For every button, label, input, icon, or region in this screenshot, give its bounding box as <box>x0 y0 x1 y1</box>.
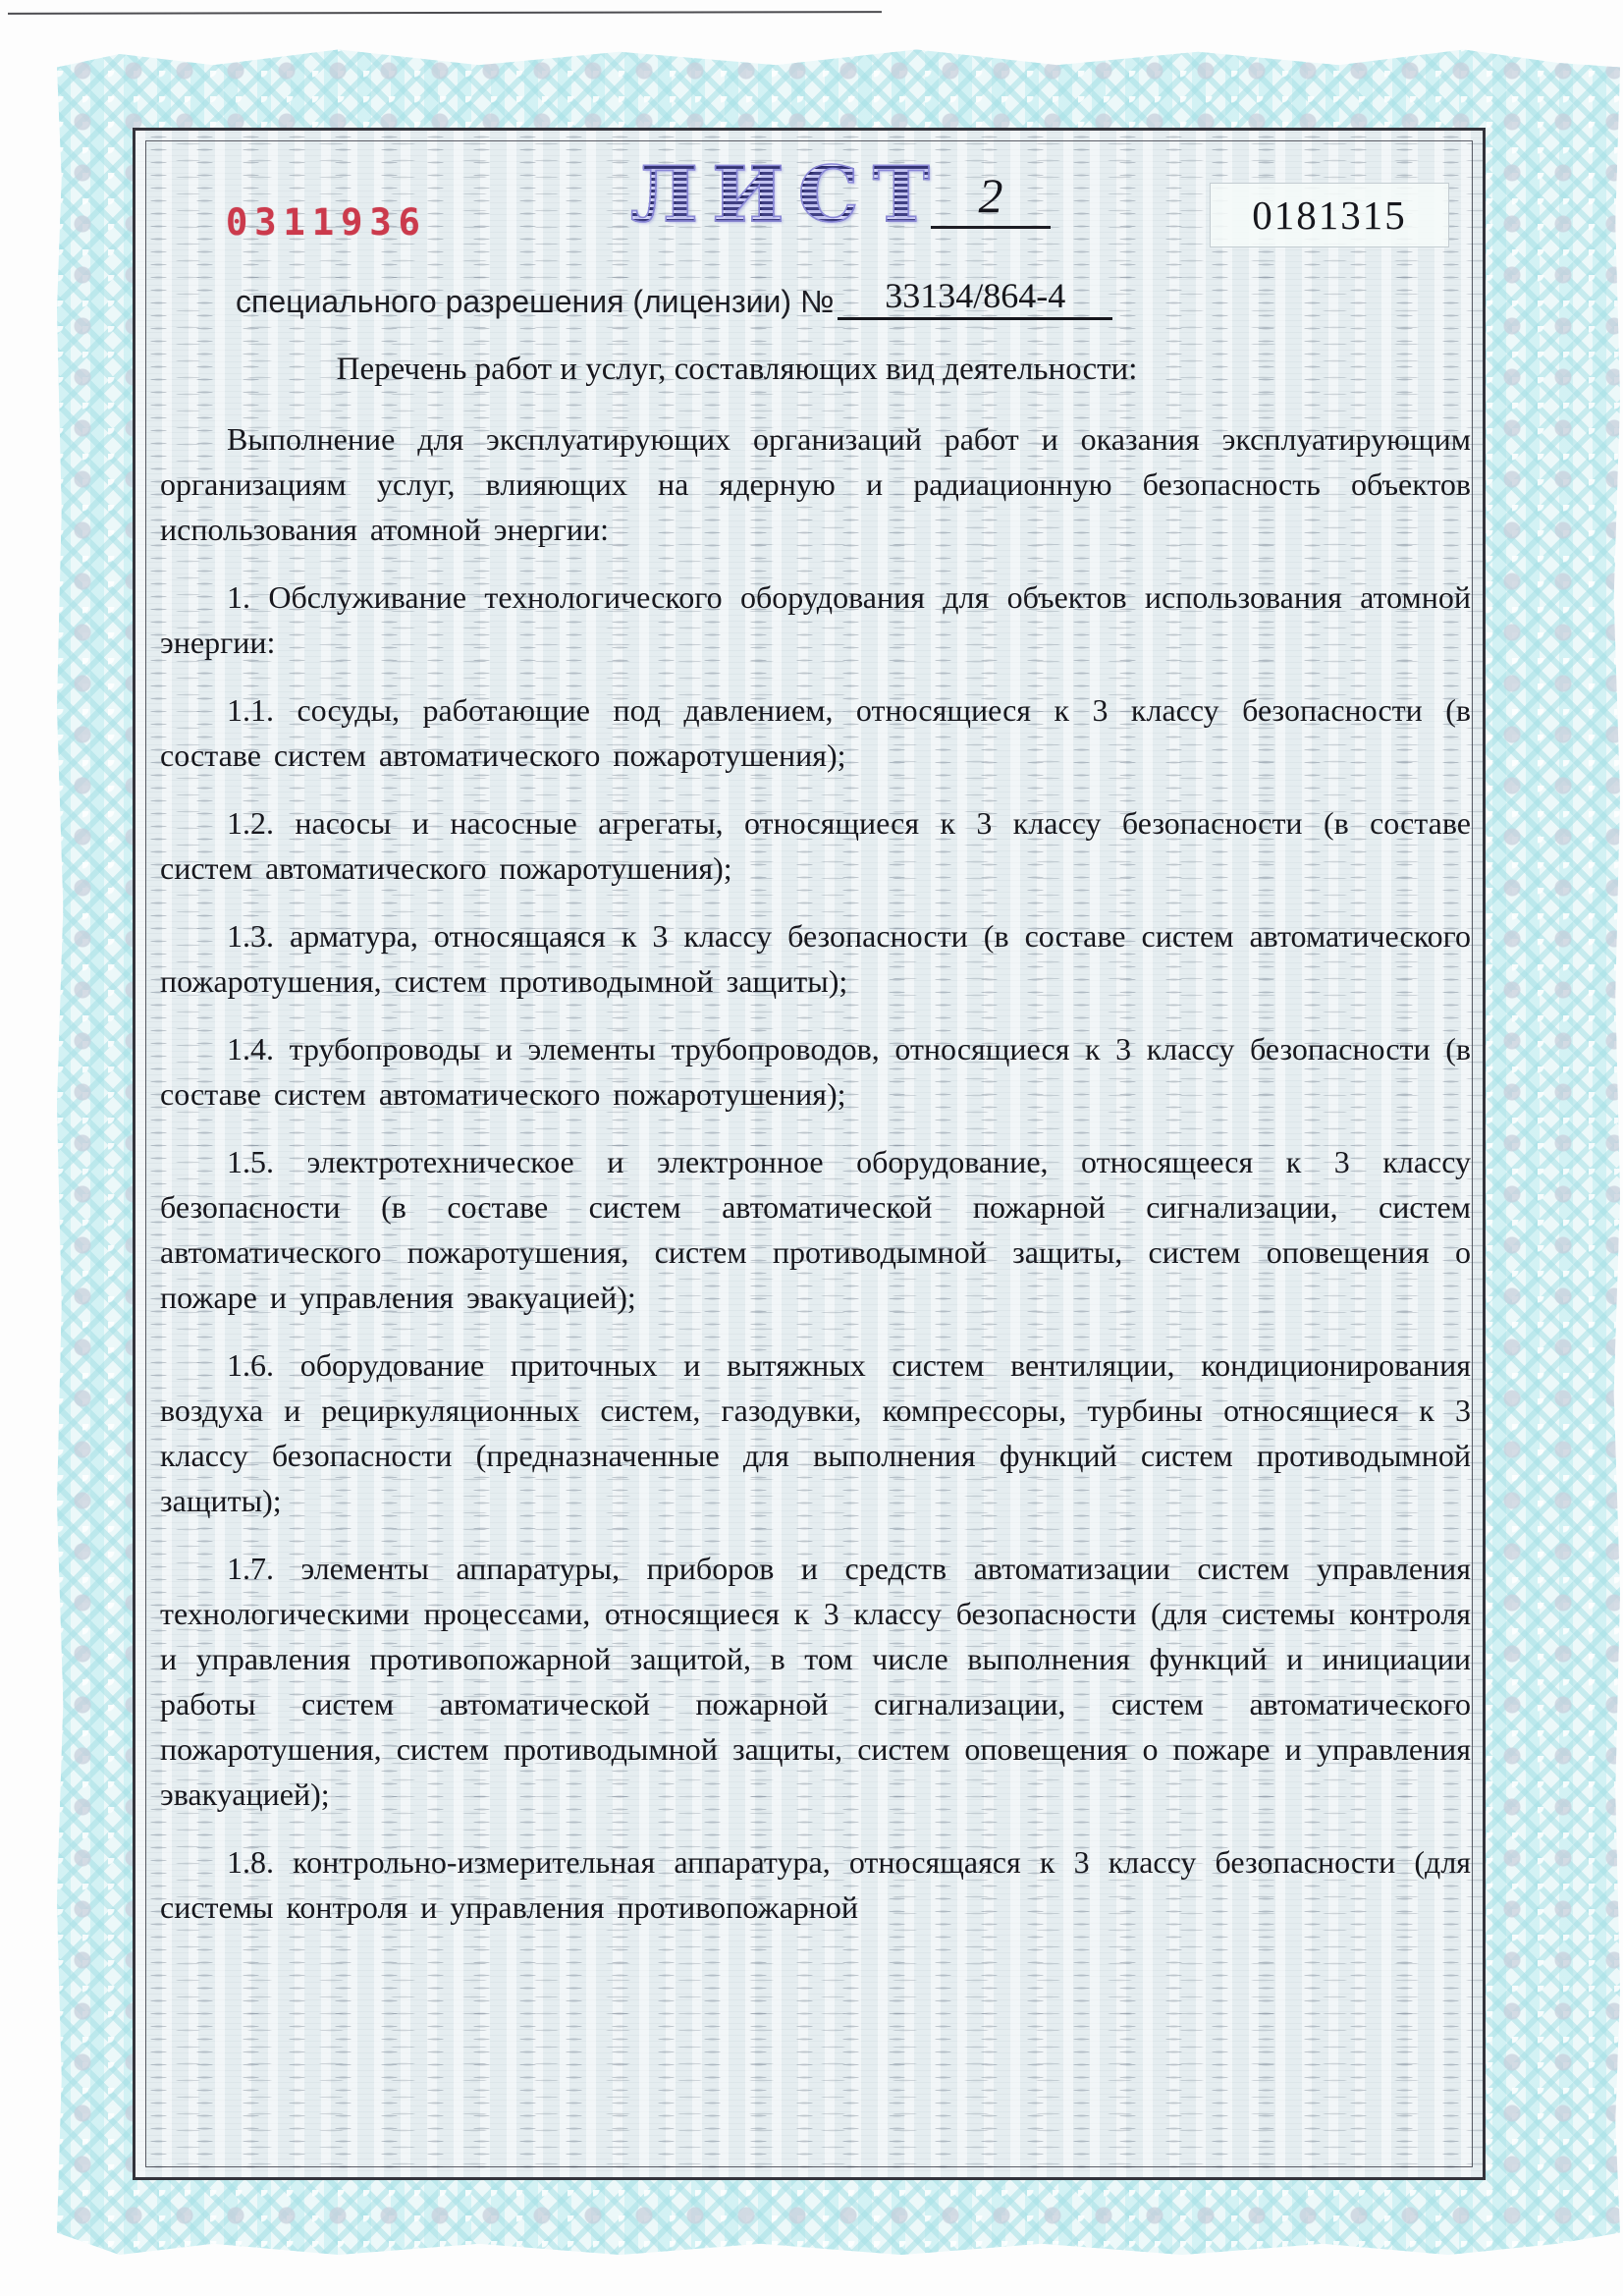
paragraph-item-1-5: 1.5. электротехническое и электронное оборудование, относящееся к 3 классу безопасности (в составе систем автоматической пожарной сигнализации, систем автоматического пожаротушения, систем противодымной защиты, систем оповещения о пожаре и управления эвакуацией); <box>160 1144 1471 1315</box>
scan-artifact-line <box>8 11 882 15</box>
license-number: 33134/864-4 <box>838 275 1112 320</box>
paragraph-item-1-8: 1.8. контрольно-измерительная аппаратура, относящаяся к 3 классу безопасности (для системы контроля и управления противопожарной <box>160 1844 1471 1925</box>
paragraph-item-1-2: 1.2. насосы и насосные агрегаты, относящиеся к 3 классу безопасности (в составе систем автоматического пожаротушения); <box>160 805 1471 886</box>
sheet-word-ornate: ЛИСТ <box>630 150 944 240</box>
license-caption-row <box>236 275 1316 320</box>
page-number: 2 <box>931 167 1051 229</box>
paragraph-item-1-6: 1.6. оборудование приточных и вытяжных систем вентиляции, кондиционирования воздуха и рециркуляционных систем, газодувки, компрессоры, турбины относящиеся к 3 классу безопасности (предназначенные для выполнения функций систем противодымной защиты); <box>160 1347 1471 1518</box>
red-serial-stamp: 0311936 <box>226 201 427 244</box>
license-caption: специального разрешения (лицензии) № <box>236 284 835 319</box>
document-title: Перечень работ и услуг, составляющих вид деятельности: <box>336 352 1138 387</box>
document-body <box>160 416 1471 1952</box>
paragraph-intro: Выполнение для эксплуатирующих организаций работ и оказания эксплуатирующим организациям услуг, влияющих на ядерную и радиационную безопасность объектов использования атомной энергии: <box>160 421 1471 547</box>
form-number: 0181315 <box>1252 192 1407 238</box>
paragraph-item-1-3: 1.3. арматура, относящаяся к 3 классу безопасности (в составе систем автоматического пожаротушения, систем противодымной защиты); <box>160 918 1471 999</box>
form-number-box <box>1210 183 1449 247</box>
paragraph-item-1-4: 1.4. трубопроводы и элементы трубопроводов, относящиеся к 3 классу безопасности (в составе систем автоматического пожаротушения); <box>160 1031 1471 1112</box>
paragraph-section-1: 1. Обслуживание технологического оборудования для объектов использования атомной энергии: <box>160 579 1471 660</box>
paragraph-item-1-1: 1.1. сосуды, работающие под давлением, относящиеся к 3 классу безопасности (в составе систем автоматического пожаротушения); <box>160 692 1471 773</box>
paragraph-item-1-7: 1.7. элементы аппаратуры, приборов и средств автоматизации систем управления технологическими процессами, относящиеся к 3 классу безопасности (для системы контроля и управления противопожарной защитой, в том числе выполнения функций и инициации работы систем автоматической пожарной сигнализации, систем автоматического пожаротушения, систем противодымной защиты, систем оповещения о пожаре и управления эвакуацией); <box>160 1551 1471 1812</box>
